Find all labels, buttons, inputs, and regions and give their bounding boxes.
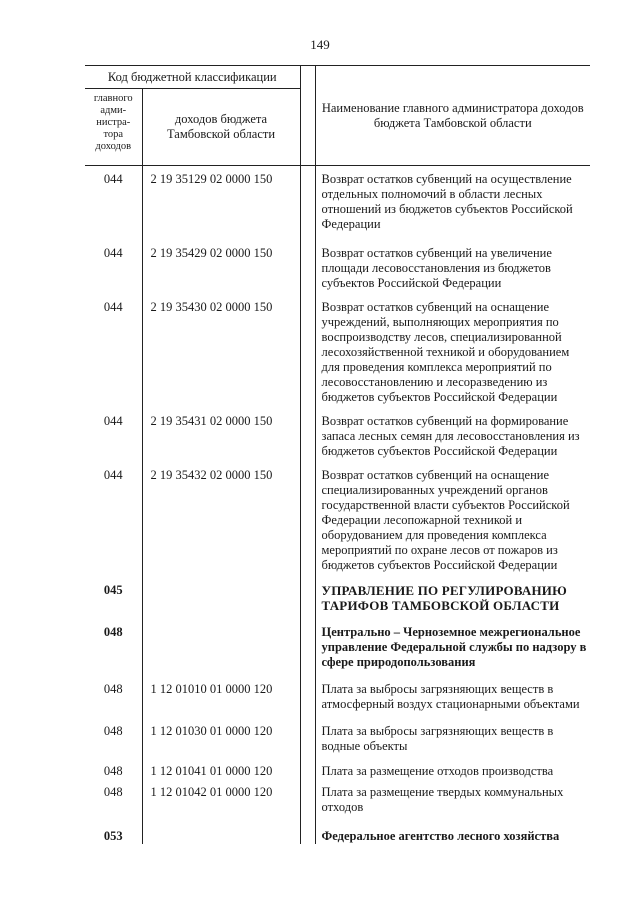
row-admin-code: 048	[85, 754, 142, 779]
page-number: 149	[310, 37, 330, 52]
table-row	[85, 166, 590, 233]
row-admin-code: 048	[85, 712, 142, 754]
row-admin-code: 044	[85, 232, 142, 291]
table-row	[85, 405, 590, 459]
row-gap	[300, 459, 315, 573]
row-gap	[300, 754, 315, 779]
row-admin-code: 048	[85, 613, 142, 670]
budget-table-container	[85, 65, 590, 844]
row-description: Плата за размещение отходов производства	[315, 754, 590, 779]
row-admin-code: 044	[85, 166, 142, 233]
row-admin-code: 044	[85, 405, 142, 459]
row-description: Плата за размещение твердых коммунальных отходов	[315, 779, 590, 815]
row-description: Плата за выбросы загрязняющих веществ в водные объекты	[315, 712, 590, 754]
row-description: Возврат остатков субвенций на осуществление отдельных полномочий в области лесных отношений из бюджетов субъектов Российской Федерации	[315, 166, 590, 233]
row-gap	[300, 405, 315, 459]
row-income-code	[142, 573, 300, 613]
row-description: Возврат остатков субвенций на увеличение площади лесовосстановления из бюджетов субъектов Российской Федерации	[315, 232, 590, 291]
row-gap	[300, 670, 315, 712]
row-description: Федеральное агентство лесного хозяйства	[315, 815, 590, 844]
row-gap	[300, 291, 315, 405]
row-gap	[300, 815, 315, 844]
row-gap	[300, 613, 315, 670]
header-name-column: Наименование главного администратора доходов бюджета Тамбовской области	[315, 66, 590, 166]
row-gap	[300, 779, 315, 815]
row-gap	[300, 712, 315, 754]
table-row	[85, 815, 590, 844]
row-income-code	[142, 815, 300, 844]
row-description: Плата за выбросы загрязняющих веществ в атмосферный воздух стационарными объектами	[315, 670, 590, 712]
table-row	[85, 779, 590, 815]
table-row	[85, 670, 590, 712]
table-row	[85, 613, 590, 670]
table-row	[85, 459, 590, 573]
row-income-code: 2 19 35432 02 0000 150	[142, 459, 300, 573]
table-row	[85, 573, 590, 613]
row-income-code: 2 19 35430 02 0000 150	[142, 291, 300, 405]
table-row	[85, 754, 590, 779]
row-description: Центрально – Черноземное межрегиональное управление Федеральной службы по надзору в сфере природопользования	[315, 613, 590, 670]
row-description: УПРАВЛЕНИЕ ПО РЕГУЛИРОВАНИЮ ТАРИФОВ ТАМБОВСКОЙ ОБЛАСТИ	[315, 573, 590, 613]
header-gap	[300, 66, 315, 166]
row-description: Возврат остатков субвенций на оснащение учреждений, выполняющих мероприятия по воспроизводству лесов, специализированной лесохозяйственной техникой и оборудованием для проведения комплекса мероприятий по лесовосстановлению и лесоразведению из бюджетов субъектов Российской Федерации	[315, 291, 590, 405]
row-income-code	[142, 613, 300, 670]
row-income-code: 1 12 01041 01 0000 120	[142, 754, 300, 779]
row-admin-code: 053	[85, 815, 142, 844]
row-gap	[300, 166, 315, 233]
table-row	[85, 232, 590, 291]
row-gap	[300, 232, 315, 291]
row-admin-code: 048	[85, 779, 142, 815]
row-income-code: 2 19 35129 02 0000 150	[142, 166, 300, 233]
row-gap	[300, 573, 315, 613]
row-income-code: 1 12 01042 01 0000 120	[142, 779, 300, 815]
row-income-code: 2 19 35429 02 0000 150	[142, 232, 300, 291]
row-admin-code: 044	[85, 291, 142, 405]
row-admin-code: 044	[85, 459, 142, 573]
row-description: Возврат остатков субвенций на оснащение специализированных учреждений органов государственной власти субъектов Российской Федерации лесопожарной техникой и оборудованием для проведения комплекса мероприятий по охране лесов от пожаров из бюджетов субъектов Российской Федерации	[315, 459, 590, 573]
table-row	[85, 712, 590, 754]
table-body	[85, 166, 590, 845]
row-income-code: 1 12 01030 01 0000 120	[142, 712, 300, 754]
header-income-column: доходов бюджета Тамбовской области	[142, 89, 300, 166]
row-income-code: 1 12 01010 01 0000 120	[142, 670, 300, 712]
row-admin-code: 045	[85, 573, 142, 613]
header-classification: Код бюджетной классификации	[85, 66, 300, 89]
budget-classification-table	[85, 65, 590, 844]
header-admin-column: главного адми- нистра- тора доходов	[85, 89, 142, 166]
header-row-top	[85, 66, 590, 89]
row-description: Возврат остатков субвенций на формирование запаса лесных семян для лесовосстановления из бюджетов субъектов Российской Федерации	[315, 405, 590, 459]
row-income-code: 2 19 35431 02 0000 150	[142, 405, 300, 459]
row-admin-code: 048	[85, 670, 142, 712]
table-row	[85, 291, 590, 405]
